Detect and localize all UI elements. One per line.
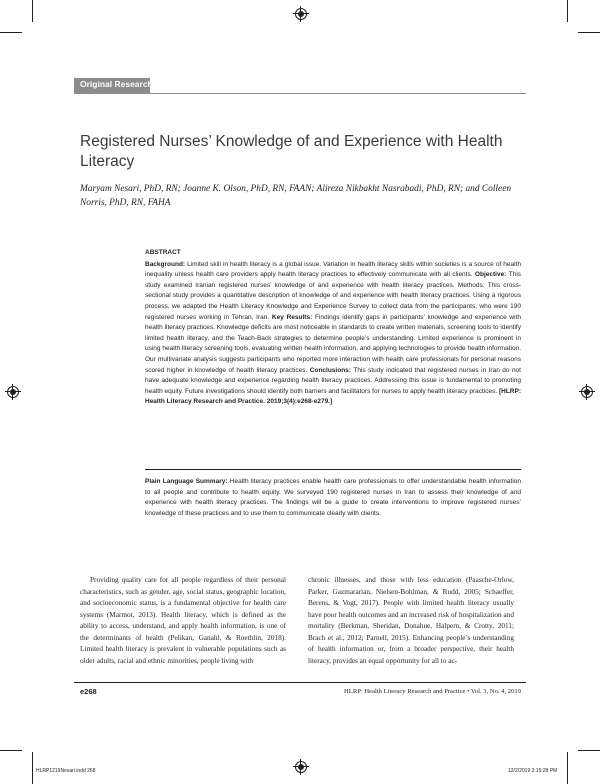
registration-mark-right — [581, 386, 593, 398]
section-label: Original Research — [80, 79, 153, 89]
background-text: Limited skill in health literacy is a global issue. Variation in health literacy skills within societies is a source of health inequality unless health care providers apply health literacy practices to effectively communicate with all clients. — [145, 260, 521, 279]
body-column-left: Providing quality care for all people regardless of their personal characteristics, such as gender, age, social status, geographic location, and socioeconomic status, is a fundamental objective for health care systems (Marmot, 2013). Health literacy, which is defined as the ability to access, understand, and apply health information, is one of the determinants of health (Pelikan, Ganahl, & Roethlin, 2018). Limited health literacy is prevalent in vulnerable populations such as older adults, racial and ethnic minorities, people living with — [80, 576, 286, 665]
footer-rule — [74, 682, 526, 683]
plain-language-label: Plain Language Summary: — [145, 478, 230, 485]
registration-mark-bottom — [295, 761, 307, 773]
crop-mark-bl-h — [0, 750, 22, 751]
crop-mark-br-v — [567, 752, 568, 784]
crop-mark-tl-v — [32, 0, 33, 22]
plain-language-summary — [145, 477, 521, 519]
conclusions-text: This study indicated that registered nurses in Iran do not have adequate knowledge and experience regarding health literacy practices. Addressing this issue is fundamental to promoting health equity. Future investigations should identify both barriers and facilitators for nurses to apply health literacy practices. — [145, 366, 521, 395]
crop-mark-tl-h — [0, 32, 22, 33]
abstract: ABSTRACT Background: Limited skill in health literacy is a global issue. Variation in health literacy skills within societies is a source of health inequality unless health care providers apply health literacy practices to effectively communicate with all clients. Objective: This study examined Iranian registered nurses’ knowledge of and experience with health literacy practices. Methods: This cross-sectional study provides a quantitative description of knowledge of and experience with health literacy practices. Using a rigorous process, we adapted the Health Literacy Knowledge and Experience Survey to collect data from the participants, who were 190 registered nurses working in Tehran, Iran. Key Results: Findings identify gaps in participants’ knowledge and experience with health literacy practices. Knowledge deficits are most noticeable in standards to create written materials, screening tools to identify limited health literacy, and the Teach-Back strategies to determine people’s understanding. Limited experience is prominent in using health literacy screening tools, evaluating written health information, and applying technologies to provide health information. Our multivariate analysis suggests participants who reported more interaction with health care professionals for personal reasons scored higher in knowledge of health literacy practices. Conclusions: This study indicated that registered nurses in Iran do not have adequate knowledge and experience regarding health literacy practices. Addressing this issue is fundamental to promoting health equity. Future investigations should identify both barriers and facilitators for nurses to apply health literacy practices. [HLRP: Health Literacy Research and Practice. 2019;3(4):e268-e279.] — [145, 249, 522, 406]
crop-mark-bl-v — [32, 752, 33, 784]
slug-date: 12/2/2019 2:15:28 PM — [508, 768, 558, 774]
crop-mark-br-h — [578, 750, 600, 751]
background-label: Background: — [145, 260, 188, 268]
body-column-right: chronic illnesses, and those with less education (Paasche-Orlow, Parker, Gazmararian, Nielsen-Bohlman, & Rudd, 2005; Schaeffer, Berens, & Vogt, 2017). People with limited health literacy usually have poor health outcomes and an increased risk of hospitalization and mortality (Berkman, Sheridan, Donahue, Halpern, & Crotty, 2011; Brach et al., 2012; Parnell, 2015). Enhancing people’s understanding of health information or, from a broader perspective, their health literacy, provides an equal opportunity for all to ac- — [308, 576, 514, 665]
crop-mark-tr-h — [578, 32, 600, 33]
header-rule — [74, 93, 526, 94]
journal-footer: HLRP: Health Literacy Research and Practice • Vol. 3, No. 4, 2019 — [344, 688, 521, 695]
plain-language-text: Health literacy practices enable health care professionals to offer understandable health information to all people and contribute to health equity. We surveyed 190 registered nurses in Iran to assess their knowledge of and experience with health literacy practices. The findings will be a guide to create interventions to improve registered nurses’ knowledge of these practices and to use them to communicate clearly with clients. — [145, 478, 522, 517]
registration-mark-top — [295, 8, 307, 20]
slug-file: HLRP1219Nesari.indd 268 — [36, 768, 96, 774]
objective-label: Objective: — [474, 271, 509, 279]
results-text: Findings identify gaps in participants’ knowledge and experience with health literacy practices. Knowledge deficits are most noticeable in standards to create written materials, screening tools to identify limited health literacy, and the Teach-Back strategies to determine people’s understanding. Limited experience is prominent in using health literacy screening tools, evaluating written health information, and applying technologies to provide health information. Our multivariate analysis suggests participants who reported more interaction with health care professionals for personal reasons scored higher in knowledge of health literacy practices. — [145, 313, 521, 374]
registration-mark-left — [7, 386, 19, 398]
results-label: Key Results: — [271, 313, 315, 321]
article-title: Registered Nurses’ Knowledge of and Experience with Health Literacy — [80, 133, 503, 170]
objective-text: This study examined Iranian registered nurses’ knowledge of and experience with health literacy practices. Methods: This cross-sectional study provides a quantitative description of knowledge of and experience with health literacy practices. Using a rigorous process, we adapted the Health Literacy Knowledge and Experience Survey to collect data from the participants, who were 190 registered nurses working in Tehran, Iran. — [145, 271, 522, 321]
page-number: e268 — [80, 687, 97, 696]
plain-language-rule — [145, 469, 521, 470]
conclusions-label: Conclusions: — [309, 366, 354, 374]
abstract-heading: ABSTRACT — [145, 249, 181, 256]
crop-mark-tr-v — [567, 0, 568, 22]
article-authors: Maryam Nesari, PhD, RN; Joanne K. Olson, PhD, RN, FAAN; Alireza Nikbakht Nasrabadi, PhD, RN; and Colleen Norris, PhD, RN, FAHA — [80, 184, 512, 208]
